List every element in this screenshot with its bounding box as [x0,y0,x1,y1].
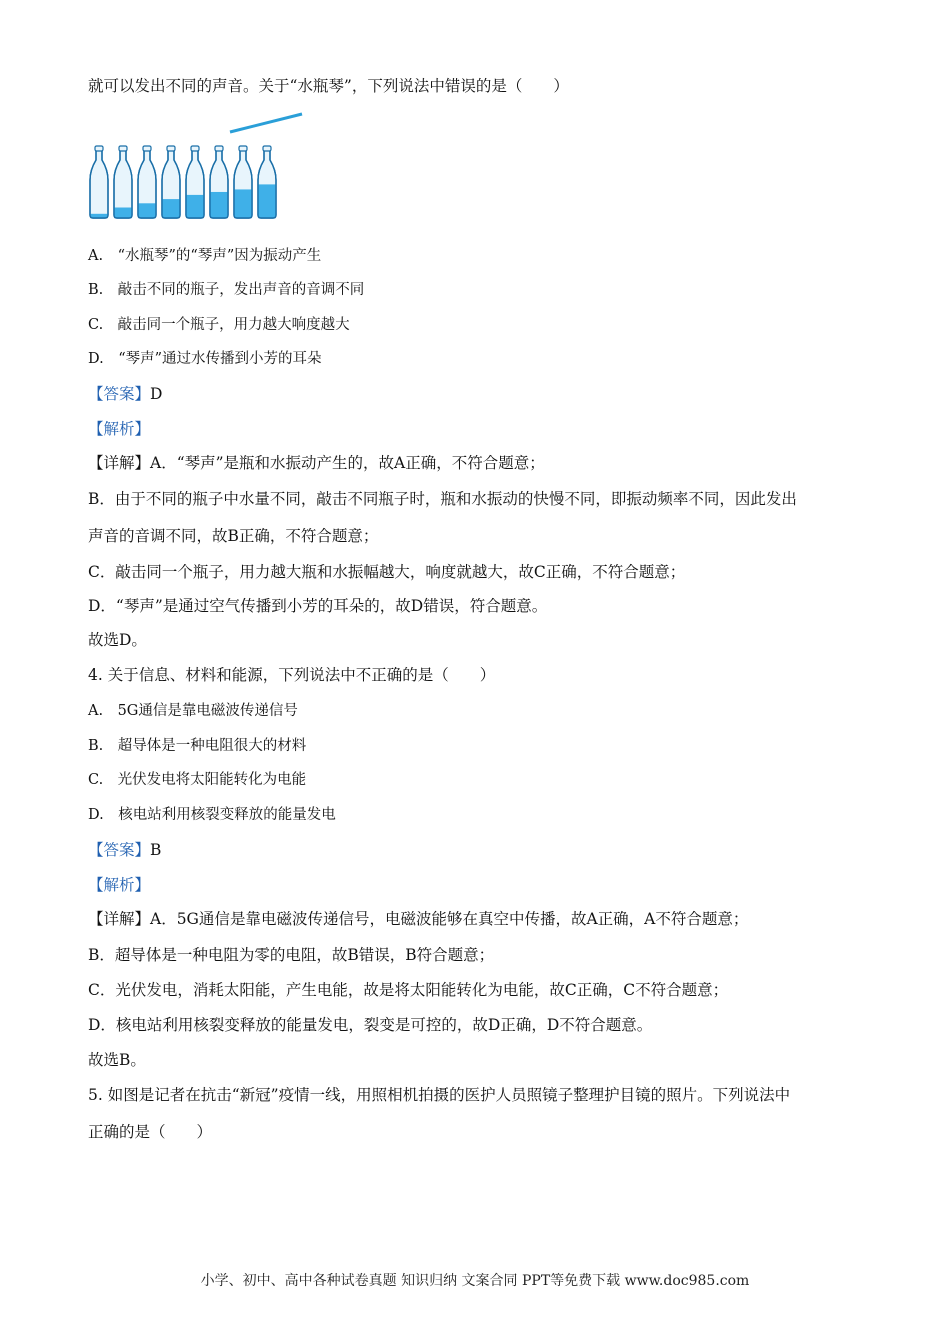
q3-option-b: B. 敲击不同的瓶子，发出声音的音调不同 [88,282,365,298]
q4-detail-line: D．核电站利用核裂变释放的能量发电，裂变是可控的，故D正确，D不符合题意。 [88,1016,653,1034]
q4-option-b: B. 超导体是一种电阻很大的材料 [88,738,307,754]
bottle-water [234,189,252,218]
water-bottle-figure [88,108,308,224]
bottle-water [258,184,276,218]
q4-answer-tag: 【答案】 [88,841,151,859]
q4-detail-line: B．超导体是一种电阻为零的电阻，故B错误，B符合题意； [88,946,495,964]
q4-option-a: A. 5G通信是靠电磁波传递信号 [88,703,298,719]
striking-stick [230,114,302,132]
bottle [162,146,180,218]
q4-answer [88,840,161,860]
bottle-water [162,199,180,218]
q3-answer-tag: 【答案】 [88,385,151,403]
q5-stem-line: 5. 如图是记者在抗击“新冠”疫情一线，用照相机拍摄的医护人员照镜子整理护目镜的照片。下列说法中 [88,1086,791,1104]
q3-detail-line: 声音的音调不同，故B正确，不符合题意； [88,527,379,545]
bottle [114,146,132,218]
bottle [138,146,156,218]
bottle [210,146,228,218]
q3-answer-value: D [150,385,163,403]
q4-option-d: D. 核电站利用核裂变释放的能量发电 [88,807,336,823]
q3-detail-line: B．由于不同的瓶子中水量不同，敲击不同瓶子时，瓶和水振动的快慢不同，即振动频率不同，因此发出 [88,490,797,508]
q3-option-d: D. “琴声”通过水传播到小芳的耳朵 [88,351,322,367]
q5-stem-line: 正确的是（ ） [88,1123,213,1141]
q3-conclusion: 故选D。 [88,631,147,649]
bottle [186,146,204,218]
q3-detail-line: 【详解】A．“琴声”是瓶和水振动产生的，故A正确，不符合题意； [88,454,545,472]
page-footer: 小学、初中、高中各种试卷真题 知识归纳 文案合同 PPT等免费下载 www.doc985.com [200,1273,750,1289]
bottle-water [210,192,228,218]
bottle [234,146,252,218]
bottle [258,146,276,218]
bottle [90,146,108,218]
q3-answer [88,384,162,404]
q3-option-a: A. “水瓶琴”的“琴声”因为振动产生 [88,248,322,264]
q3-detail-line: D．“琴声”是通过空气传播到小芳的耳朵的，故D错误，符合题意。 [88,597,548,615]
q4-detail-line: C．光伏发电，消耗太阳能，产生电能，故是将太阳能转化为电能，故C正确，C不符合题意； [88,981,729,999]
q3-analysis-tag: 【解析】 [88,420,151,438]
q4-analysis-tag: 【解析】 [88,876,151,894]
q4-detail-line: 【详解】A．5G通信是靠电磁波传递信号，电磁波能够在真空中传播，故A正确，A不符合题意； [88,910,749,928]
q3-detail-line: C．敲击同一个瓶子，用力越大瓶和水振幅越大，响度就越大，故C正确，不符合题意； [88,563,686,581]
bottle-water [138,203,156,218]
q4-answer-value: B [150,841,162,859]
q4-stem: 4. 关于信息、材料和能源，下列说法中不正确的是（ ） [88,666,496,684]
q4-conclusion: 故选B。 [88,1051,146,1069]
intro-line: 就可以发出不同的声音。关于“水瓶琴”，下列说法中错误的是（ ） [88,77,569,95]
bottle-water [114,208,132,219]
bottle-water [186,195,204,218]
q4-option-c: C. 光伏发电将太阳能转化为电能 [88,772,307,788]
q3-option-c: C. 敲击同一个瓶子，用力越大响度越大 [88,317,350,333]
